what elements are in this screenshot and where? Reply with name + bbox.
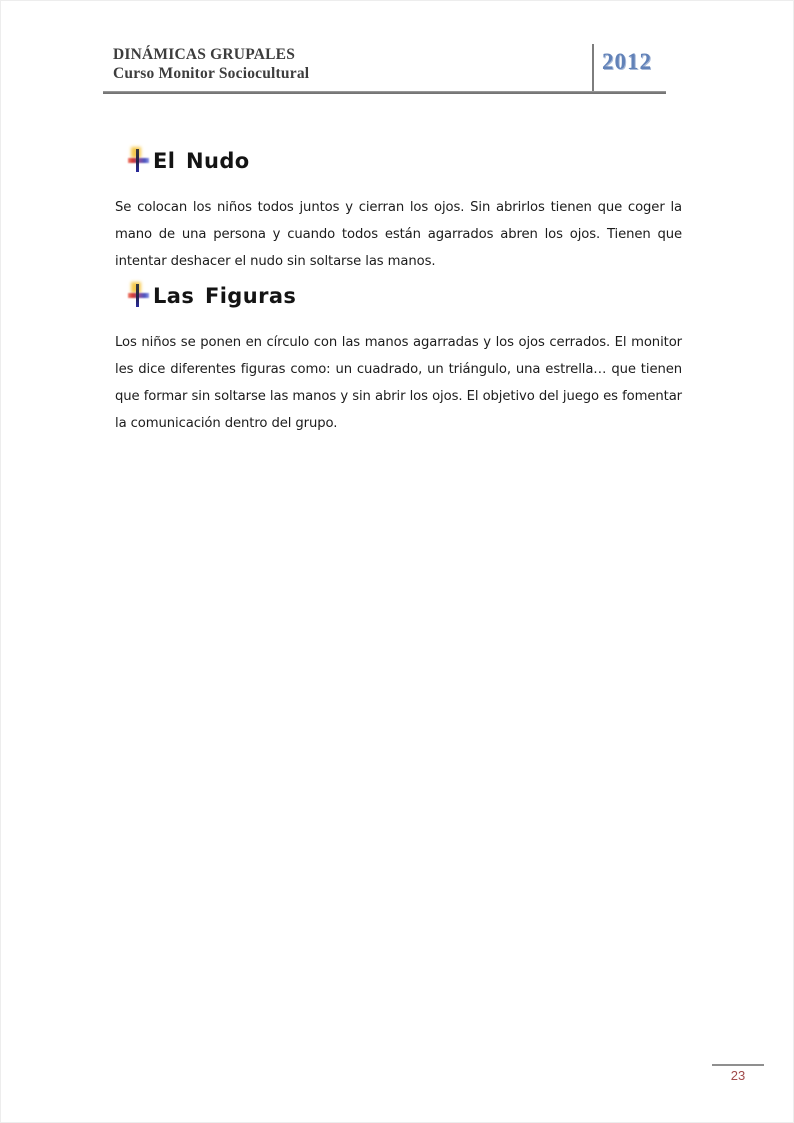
sparkle-bullet-icon (128, 281, 149, 310)
page-header (113, 45, 309, 83)
header-title: DINÁMICAS GRUPALES (113, 46, 296, 63)
header-vertical-divider (592, 44, 594, 94)
section-paragraph: Los niños se ponen en círculo con las manos agarradas y los ojos cerrados. El monitor les dice diferentes figuras como: un cuadrado, un triángulo, una estrella… que tienen que formar sin soltarse las manos y sin abrir los ojos. El objetivo del juego es fomentar la comunicación dentro del grupo. (115, 335, 682, 431)
footer-rule (712, 1064, 764, 1066)
section-las-figuras (115, 281, 682, 437)
bullet-vertical-bar (136, 149, 139, 172)
section-paragraph: Se colocan los niños todos juntos y cierran los ojos. Sin abrirlos tienen que coger la mano de una persona y cuando todos están agarrados abren los ojos. Tienen que intentar deshacer el nudo sin soltarse las manos. (115, 200, 682, 269)
section-heading-row (128, 281, 682, 310)
section-title: Las Figuras (153, 283, 297, 308)
header-horizontal-rule (103, 91, 666, 94)
sparkle-bullet-icon (128, 146, 149, 175)
page-number: 23 (730, 1068, 746, 1083)
header-subtitle: Curso Monitor Sociocultural (113, 65, 310, 82)
section-title: El Nudo (153, 148, 250, 173)
section-el-nudo (115, 146, 682, 275)
bullet-vertical-bar (136, 284, 139, 307)
section-heading-row (128, 146, 682, 175)
header-year: 2012 (602, 49, 652, 74)
